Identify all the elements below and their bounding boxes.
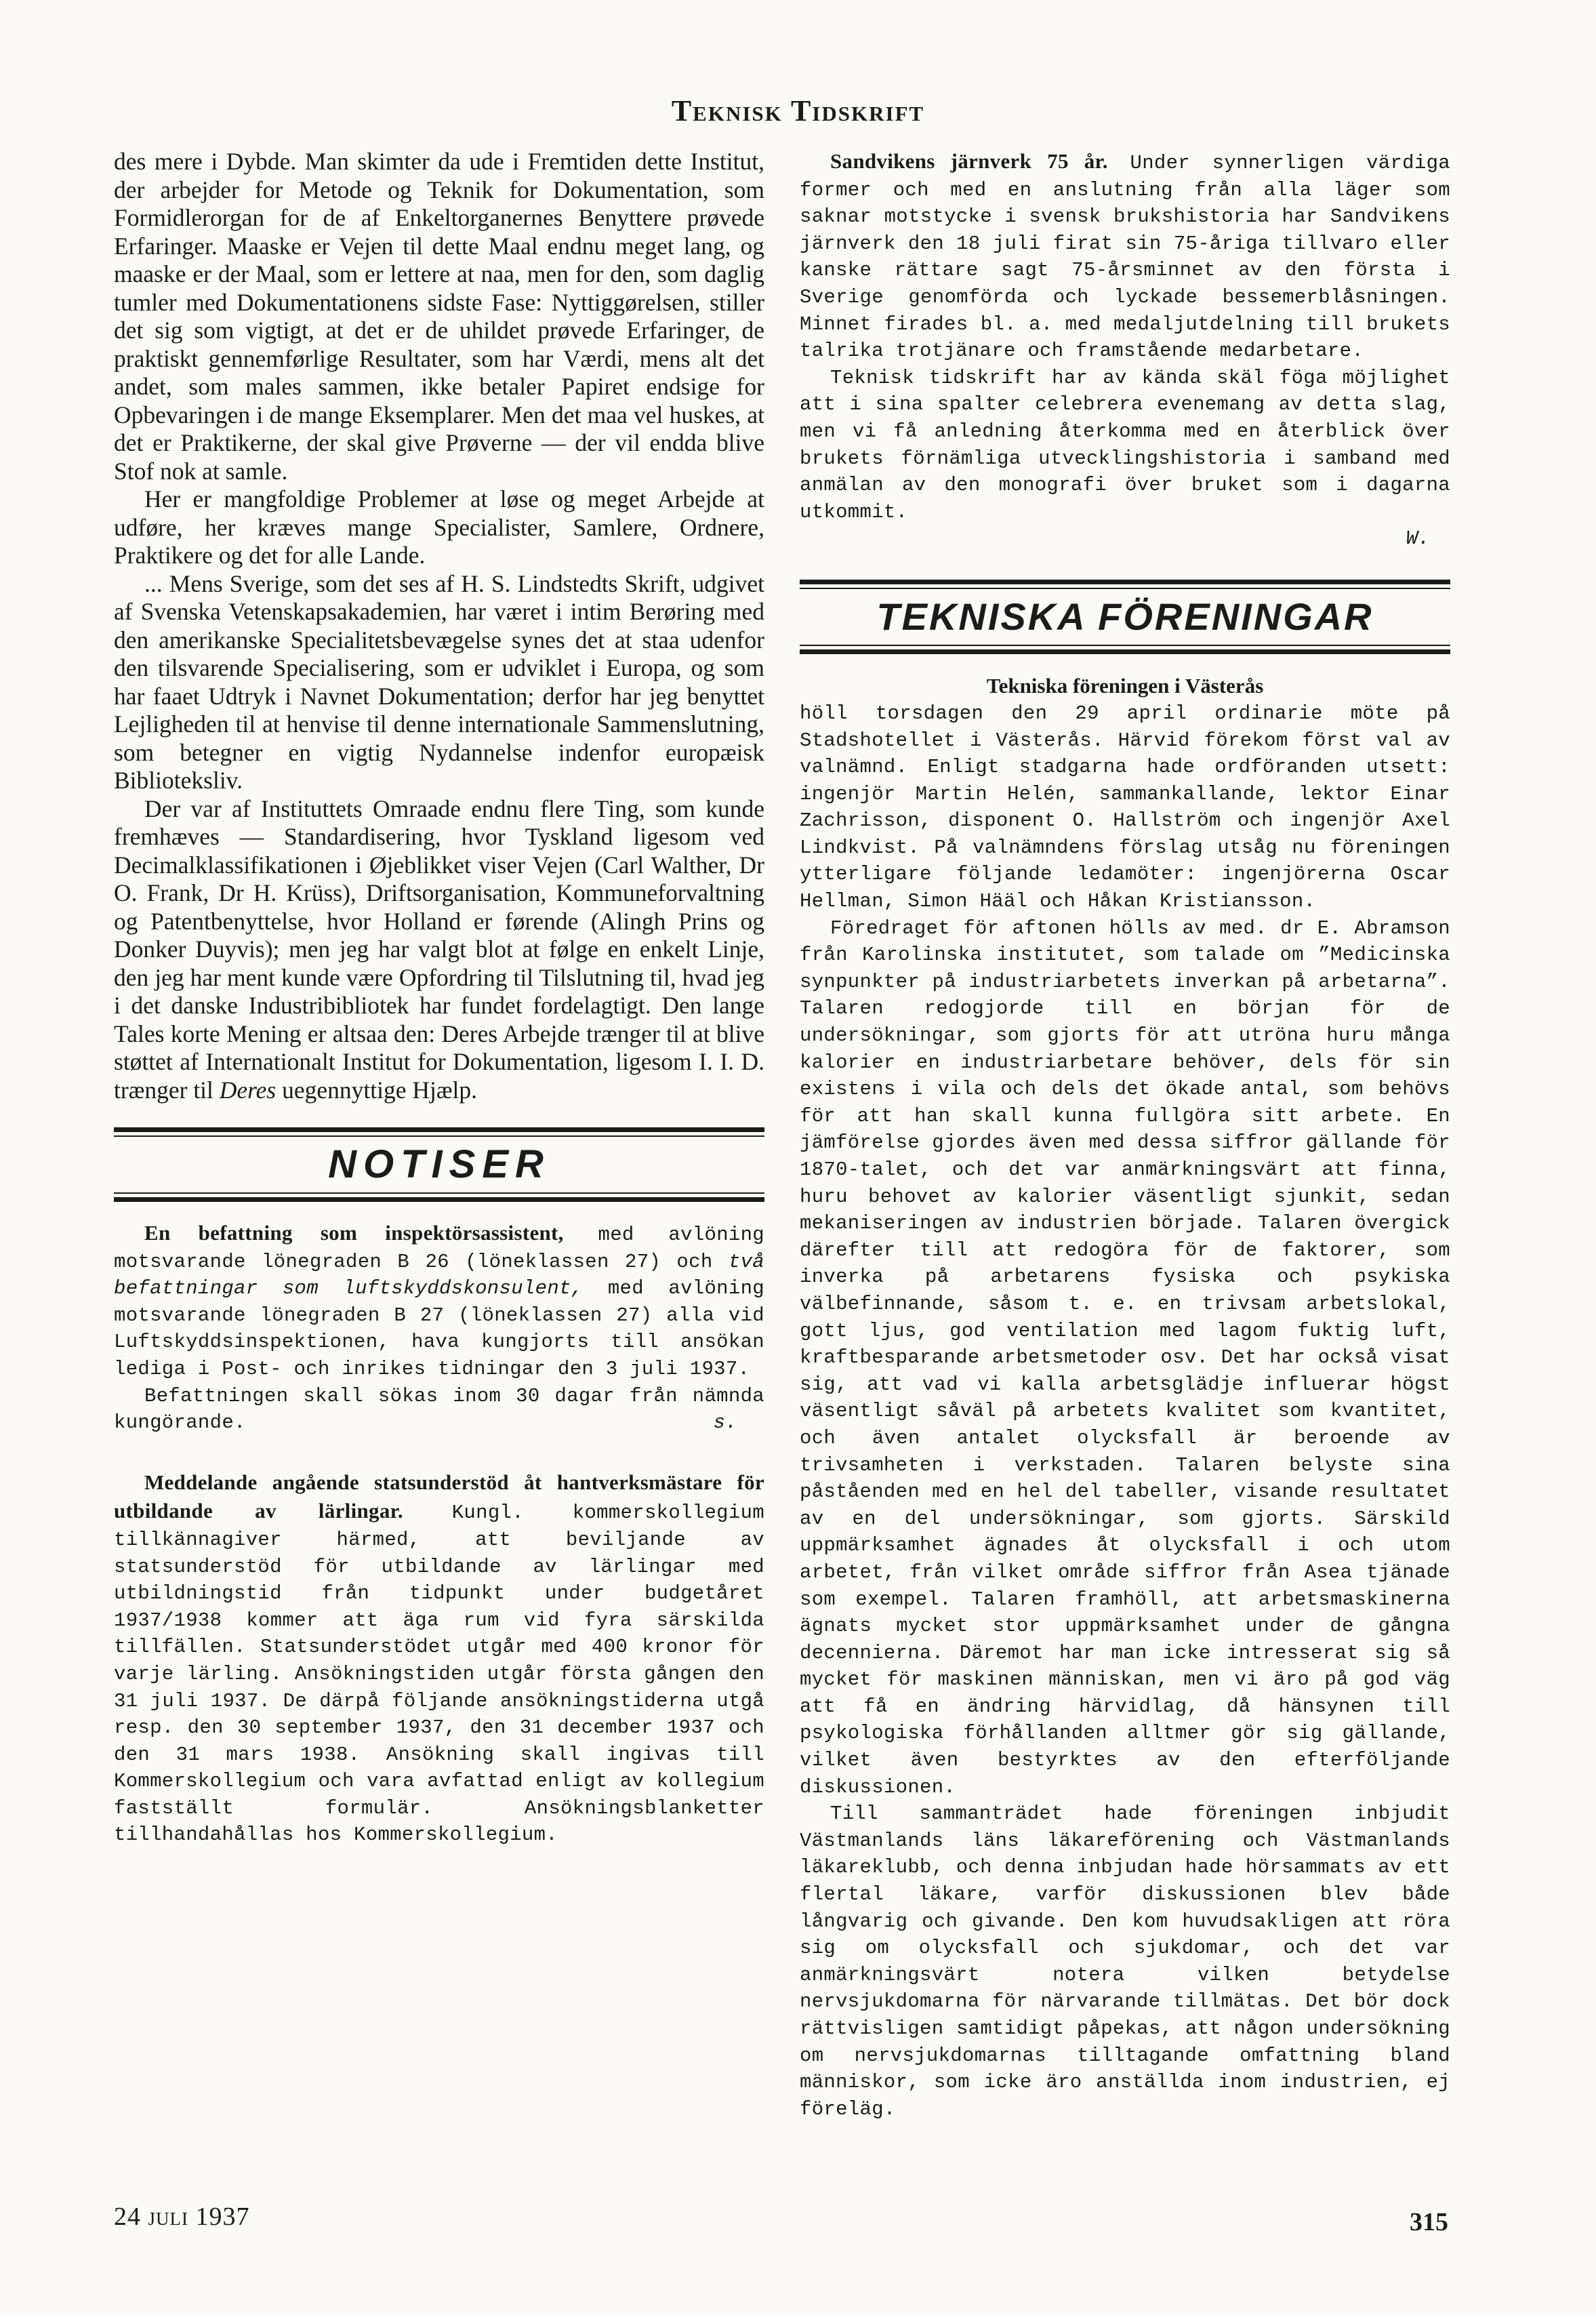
foreningar-section-header	[800, 580, 1450, 654]
paragraph-end: uegennyttige Hjælp.	[282, 1076, 478, 1104]
notice-body	[800, 148, 1450, 365]
article-subheading: Tekniska föreningen i Västerås	[986, 673, 1264, 698]
section-title: NOTISER	[328, 1142, 550, 1186]
notice-body	[114, 1383, 764, 1436]
paragraph-text: Der var af Instituttets Omraade endnu flere Ting, som kunde fremhæves — Standardisering, hvor Tyskland ligesom ved Decimalklassifikationen i Øjeblikket viser Vejen (Carl Walther, Dr O. Frank, Dr H. Krüss), Driftsorganisation, Kommuneforvaltning og Patentbenyttelse, hvor Holland er førende (Alingh Prins og Donker Duyvis); men jeg har valgt blot at følge en enkelt Linje, den jeg har ment kunde være Opfordring til Tilslutning til, hvad jeg i det danske Industribibliotek har fundet fordelagtigt. Den lange Tales korte Mening er altsaa den: Deres Arbejde trænger til at blive støttet af Internationalt Institut for Dokumentation, ligesom I. I. D. trænger til	[114, 794, 764, 1104]
section-title: TEKNISKA FÖRENINGAR	[876, 595, 1374, 638]
notice-body	[114, 1469, 764, 1849]
paragraph: ... Mens Sverige, som det ses af H. S. Lindstedts Skrift, udgivet af Svenska Vetenskapsakademien, har været i intim Berøring med den amerikanske Specialitetsbevægelse synes det at staa udenfor den tilsvarende Specialisering, som er udviklet i Europa, og som har faaet Udtryk i Navnet Dokumentation; derfor har jeg benyttet Lejligheden til at henvise til denne internationale Sammenslutning, som betegner en vigtig Nydannelse indenfor europæisk Biblioteksliv.	[114, 569, 764, 794]
divider	[114, 1127, 764, 1132]
page-number: 315	[1410, 2208, 1448, 2236]
notice-text: Befattningen skall sökas inom 30 dagar från nämnda kungörande.	[114, 1384, 764, 1434]
divider	[114, 1135, 764, 1137]
paragraph: des mere i Dybde. Man skimter da ude i Fremtiden dette Institut, der arbejder for Metode og Teknik for Dokumentation, som Formidlerorgan for de af Enkeltorganernes Benyttere prøvede Erfaringer. Maaske er Vejen til dette Maal endnu meget lang, og maaske er der Maal, som er lettere at naa, men for den, som daglig tumler med Dokumentationens sidste Fase: Nyttiggørelsen, stiller det sig som vigtigt, at det er de uhildet prøvede Erfaringer, de praktiskt gennemførlige Resultater, som har Værdi, mens alt det andet, som males sammen, ikke betaler Papiret endsige for Opbevaringen i de mange Eksemplarer. Men det maa vel huskes, at det er Praktikerne, der skal give Prøverne — der vil endda blive Stof nok at samle.	[114, 148, 764, 485]
notice-sandviken	[800, 148, 1450, 552]
divider	[114, 1192, 764, 1194]
notice-body: Teknisk tidskrift har av kända skäl föga möjlighet att i sina spalter celebrera evenemang av detta slag, men vi få anledning återkomma med en återblick över brukets förnämliga utvecklingshistoria i samband med anmälan av den monografi över bruket som i dagarna utkommit.	[800, 366, 1450, 523]
notice-body	[114, 1220, 764, 1383]
notiser-section-header	[114, 1127, 764, 1202]
notice-text: Under synnerligen värdiga former och med en anslutning från alla läger som saknar motstycke i svensk brukshistoria har Sandvikens järnverk den 18 juli firat sin 75-åriga tillvaro eller kanske rättare sagt 75-årsminnet av den första i Sverige genomförda och lyckade bessemerblåsningen. Minnet firades bl. a. med medaljutdelning till brukets talrika trotjänare och framstående medarbetare.	[800, 152, 1450, 363]
paragraph: höll torsdagen den 29 april ordinarie möte på Stadshotellet i Västerås. Härvid förekom först val av valnämnd. Enligt stadgarna hade ordföranden utsett: ingenjör Martin Helén, sammankallande, lektor Einar Zachrisson, disponent O. Hallström och ingenjör Axel Lindkvist. På valnämndens förslag utsåg nu föreningen ytterligare följande ledamöter: ingenjörerna Oscar Hellman, Simon Hääl och Håkan Kristiansson.	[800, 702, 1450, 913]
divider	[800, 645, 1450, 646]
article-body	[800, 700, 1450, 2122]
footer-date: 24 juli 1937	[114, 2202, 250, 2231]
paragraph: Her er mangfoldige Problemer at løse og meget Arbejde at udføre, her kræves mange Specialister, Samlere, Ordnere, Praktikere og det for alle Lande.	[114, 485, 764, 569]
divider	[800, 580, 1450, 584]
divider	[800, 649, 1450, 654]
notice-lead: Meddelande angående statsunderstöd åt hantverksmästare för utbildande av lärlingar.	[114, 1470, 764, 1523]
paragraph: Föredraget för aftonen hölls av med. dr E. Abramson från Karolinska institutet, som talade om ”Medicinska synpunkter på industriarbetets inverkan på arbetarna”. Talaren redogjorde till en början för de undersökningar, som gjorts för att utröna huru många kalorier en industriarbetare behöver, dels för sin existens i vila och dels det ökade antal, som behövs för att han skall kunna fullgöra sitt arbete. En jämförelse gjordes även med dessa siffror gällande för 1870-talet, och det var anmärkningsvärt att finna, huru behovet av kalorier väsentligt sjunkit, sedan mekaniseringen av industrien började. Talaren övergick därefter till att redogöra för de faktorer, som inverka på arbetarens fysiska och psykiska välbefinnande, såsom t. e. en trivsam arbetslokal, gott ljus, god ventilation med lagom fuktig luft, kraftbesparande arbetsmetoder osv. Det har också visat sig, att vad vi kalla arbetsglädje influerar högst väsentligt såväl på arbetets kvalitet som kvantitet, och även antalet olycksfall är beroende av trivsamheten i verkstaden. Talaren belyste sina påståenden med en hel del tabeller, visande resultatet av en del undersökningar, som gjorts. Särskild uppmärksamhet ägnades åt olycksfall i och utom arbetet, från vilket område siffror från Asea tjänade som exempel. Talaren framhöll, att arbetsmaskinerna ägnats mycket stor uppmärksamhet under de gångna decennierna. Däremot har man icke intresserat sig så mycket för maskinen människan, men vi äro på god väg att få en ändring härvidlag, då hänsynen till psykologiska förhållanden alltmer gör sig gällande, vilket även bestyrktes av den efterföljande diskussionen.	[800, 917, 1450, 1798]
notice-signature: W.	[1406, 527, 1430, 550]
notice-text: Kungl. kommerskollegium tillkännagiver härmed, att beviljande av statsunderstöd för utbildande av lärlingar med utbildningstid från tidpunkt under budgetåret 1937/1938 kommer att äga rum vid fyra särskilda tillfällen. Statsunderstödet utgår med 400 kronor för varje lärling. Ansökningstiden utgår första gången den 31 juli 1937. De därpå följande ansökningstiderna utgå resp. den 30 september 1937, den 31 december 1937 och den 31 mars 1938. Ansökning skall ingivas till Kommerskollegium och vara avfattad enligt av kollegium fastställt formulär. Ansökningsblanketter tillhandahållas hos Kommerskollegium.	[114, 1502, 764, 1847]
journal-title: Teknisk Tidskrift	[671, 94, 925, 127]
notice-signature: s.	[713, 1411, 737, 1434]
notice-statsunderstod	[114, 1469, 764, 1849]
divider	[800, 588, 1450, 589]
paragraph	[114, 795, 764, 1105]
emphasis: Deres	[219, 1076, 277, 1104]
notice-text: med avlöning motsvarande lönegraden B 26 (löneklassen 27) och	[114, 1224, 765, 1273]
notice-lead: Sandvikens järnverk 75 år.	[830, 149, 1108, 173]
right-column	[800, 148, 1450, 2122]
left-column	[114, 148, 764, 1849]
notice-italic: två befattningar som luftskyddskonsulent,	[114, 1250, 764, 1300]
notice-lead: En befattning som inspektörsassistent,	[144, 1221, 564, 1245]
divider	[114, 1197, 764, 1202]
notice-inspektorsassistent	[114, 1220, 764, 1436]
paragraph: Till sammanträdet hade föreningen inbjudit Västmanlands läns läkareförening och Västmanlands läkareklubb, och denna inbjudan hade hörsammats av ett flertal läkare, varför diskussionen blev både långvarig och givande. Den kom huvudsakligen att röra sig om olycksfall och sjukdomar, och det var anmärkningsvärt notera vilken betydelse nervsjukdomarna för närvarande tillmätas. Det bör dock rättvisligen samtidigt påpekas, att någon undersökning om nervsjukdomarnas tilltagande omfattning bland människor, som icke äro anställda inom industrien, ej föreläg.	[800, 1803, 1450, 2120]
notice-text: med avlöning motsvarande lönegraden B 27 (löneklassen 27) alla vid Luftskyddsinspektionen, hava kungjorts till ansökan lediga i Post- och inrikes tidningar den 3 juli 1937.	[114, 1277, 764, 1380]
